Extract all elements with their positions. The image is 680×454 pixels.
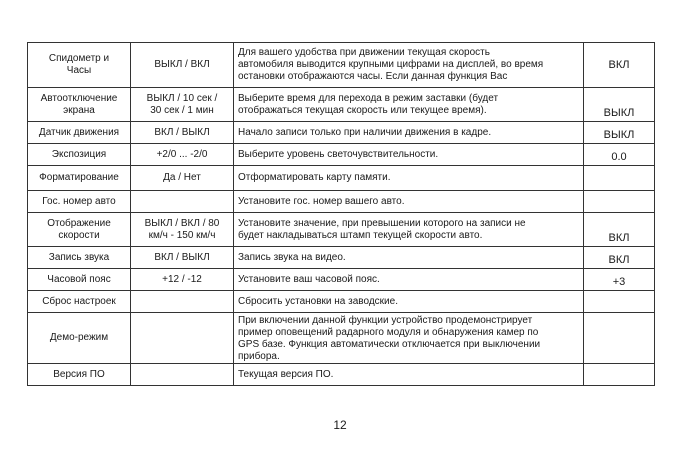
setting-default-cell — [584, 191, 655, 213]
table-row — [28, 191, 655, 213]
setting-description-cell: Выберите уровень светочувствительности. — [234, 144, 584, 166]
table-row — [28, 144, 655, 166]
setting-name-cell: Запись звука — [28, 247, 131, 269]
setting-name-cell: Автоотключение экрана — [28, 88, 131, 122]
setting-default-cell — [584, 166, 655, 191]
setting-name-cell: Форматирование — [28, 166, 131, 191]
setting-default-cell: +3 — [584, 269, 655, 291]
setting-description-cell: Отформатировать карту памяти. — [234, 166, 584, 191]
setting-default-cell — [584, 313, 655, 364]
table-row — [28, 43, 655, 88]
table-row — [28, 364, 655, 386]
setting-values-cell — [131, 364, 234, 386]
setting-name-cell: Спидометр и Часы — [28, 43, 131, 88]
table-row — [28, 213, 655, 247]
setting-description-cell: Для вашего удобства при движении текущая скорость автомобиля выводится крупными цифрами на дисплей, во время остановки отображаются часы. Если данная функция Вас — [234, 43, 584, 88]
setting-values-cell: ВКЛ / ВЫКЛ — [131, 122, 234, 144]
setting-description-cell: Установите значение, при превышении которого на записи не будет накладываться штамп текущей скорости авто. — [234, 213, 584, 247]
setting-default-cell: ВКЛ — [584, 213, 655, 247]
page-number: 12 — [333, 418, 347, 432]
setting-name-cell: Демо-режим — [28, 313, 131, 364]
setting-description-cell: Установите ваш часовой пояс. — [234, 269, 584, 291]
setting-values-cell — [131, 313, 234, 364]
setting-description-cell: Установите гос. номер вашего авто. — [234, 191, 584, 213]
setting-values-cell — [131, 291, 234, 313]
settings-table — [27, 42, 655, 386]
setting-default-cell: ВКЛ — [584, 43, 655, 88]
setting-default-cell: ВЫКЛ — [584, 88, 655, 122]
table-row — [28, 88, 655, 122]
setting-name-cell: Датчик движения — [28, 122, 131, 144]
setting-name-cell: Отображение скорости — [28, 213, 131, 247]
setting-values-cell: ВКЛ / ВЫКЛ — [131, 247, 234, 269]
setting-default-cell — [584, 291, 655, 313]
setting-description-cell: Запись звука на видео. — [234, 247, 584, 269]
setting-description-cell: При включении данной функции устройство продемонстрирует пример оповещений радарного модуля и обнаружения камер по GPS базе. Функция автоматически отключается при выключении прибора. — [234, 313, 584, 364]
setting-values-cell: +2/0 ... -2/0 — [131, 144, 234, 166]
table-row — [28, 247, 655, 269]
setting-default-cell — [584, 364, 655, 386]
setting-description-cell: Выберите время для перехода в режим заставки (будет отображаться текущая скорость или текущее время). — [234, 88, 584, 122]
table-row — [28, 313, 655, 364]
setting-values-cell: Да / Нет — [131, 166, 234, 191]
setting-name-cell: Гос. номер авто — [28, 191, 131, 213]
table-row — [28, 166, 655, 191]
setting-values-cell: ВЫКЛ / ВКЛ — [131, 43, 234, 88]
setting-values-cell: ВЫКЛ / ВКЛ / 80 км/ч - 150 км/ч — [131, 213, 234, 247]
table-row — [28, 122, 655, 144]
setting-values-cell: ВЫКЛ / 10 сек / 30 сек / 1 мин — [131, 88, 234, 122]
setting-name-cell: Экспозиция — [28, 144, 131, 166]
table-row — [28, 291, 655, 313]
setting-default-cell: 0.0 — [584, 144, 655, 166]
setting-description-cell: Начало записи только при наличии движения в кадре. — [234, 122, 584, 144]
setting-values-cell: +12 / -12 — [131, 269, 234, 291]
setting-default-cell: ВЫКЛ — [584, 122, 655, 144]
setting-default-cell: ВКЛ — [584, 247, 655, 269]
setting-name-cell: Версия ПО — [28, 364, 131, 386]
setting-description-cell: Текущая версия ПО. — [234, 364, 584, 386]
setting-values-cell — [131, 191, 234, 213]
setting-name-cell: Сброс настроек — [28, 291, 131, 313]
setting-name-cell: Часовой пояс — [28, 269, 131, 291]
table-row — [28, 269, 655, 291]
setting-description-cell: Сбросить установки на заводские. — [234, 291, 584, 313]
